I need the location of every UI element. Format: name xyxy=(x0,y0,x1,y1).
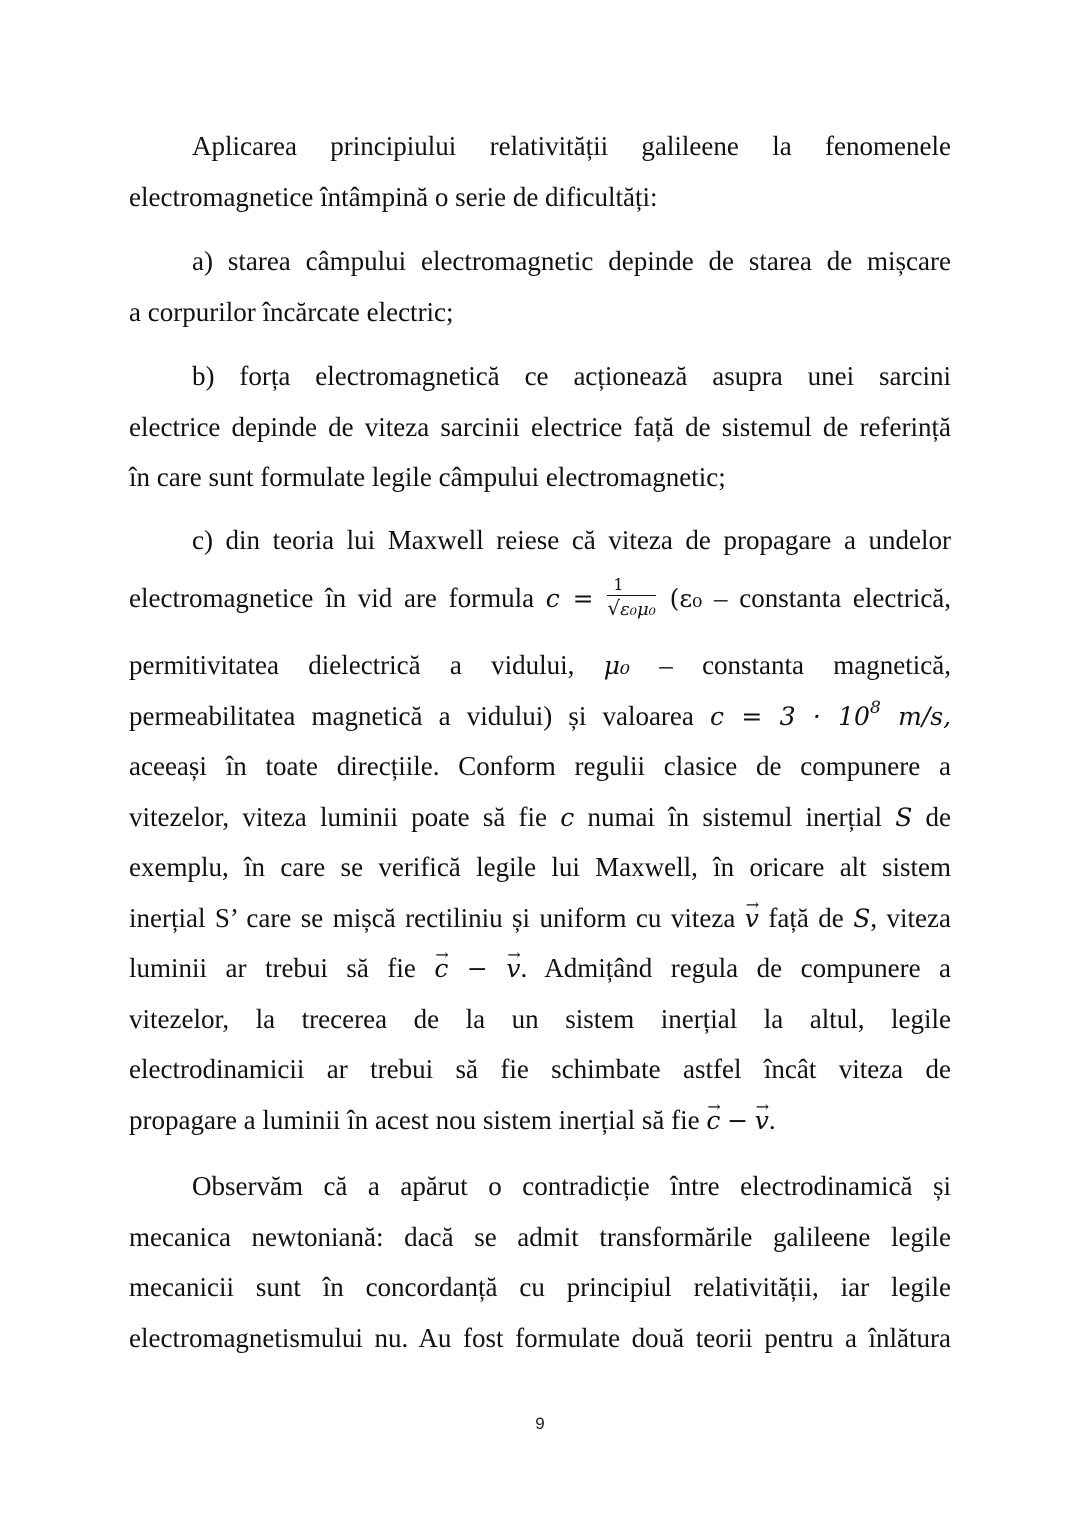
item-c-line-5: aceeași în toate direcțiile. Conform regulii clasice de compunere a xyxy=(129,751,951,781)
fraction-numerator: 1 xyxy=(607,575,656,596)
minus-sign-2: − xyxy=(727,1105,749,1135)
line6-end: de xyxy=(925,801,952,832)
sqrt-icon: √ xyxy=(607,596,621,621)
line3-suffix: – constanta magnetică, xyxy=(659,650,951,680)
conclusion-line-1: Observăm că a apărut o contradicție între electrodinamică și xyxy=(192,1171,951,1201)
vector-v: → v xyxy=(745,894,759,945)
line6-b: numai în sistemul inerțial xyxy=(587,801,882,832)
formula-prefix-text: electromagnetice în vid are formula xyxy=(129,583,535,613)
speed-of-light-fraction xyxy=(607,575,656,622)
speed-value-exponent: 8 xyxy=(869,698,881,719)
symbol-S: S xyxy=(895,802,913,832)
item-c-line-9 xyxy=(129,943,951,994)
item-c-line-4 xyxy=(129,691,951,742)
speed-value xyxy=(710,698,952,731)
item-b-line-2: electrice depinde de viteza sarcinii electrice față de sistemul de referință xyxy=(129,411,951,442)
item-c-line-12 xyxy=(129,1095,951,1146)
minus-sign: − xyxy=(466,954,488,983)
conclusion-line-2: mecanica newtoniană: dacă se admit transformările galileene legile xyxy=(129,1221,951,1252)
speed-value-base: c = 3 · 10 xyxy=(710,701,870,731)
intro-line-1: Aplicarea principiului relativității galileene la fenomenele xyxy=(192,131,951,161)
conclusion-paragraph xyxy=(129,1161,951,1363)
line8-b: față de xyxy=(768,902,844,933)
vector-v-3: → v xyxy=(755,1096,769,1147)
item-c-line-10: vitezelor, la trecerea de la un sistem inerțial la altul, legile xyxy=(129,1003,951,1034)
vector-c: → c xyxy=(434,944,448,995)
line9-a: luminii ar trebui să fie xyxy=(129,953,416,983)
intro-line-2: electromagnetice întâmpină o serie de dificultăți: xyxy=(129,181,658,212)
item-b-paragraph xyxy=(129,351,951,503)
line12-end: . xyxy=(768,1104,776,1135)
item-a-line-2: a corpurilor încărcate electric; xyxy=(129,296,454,327)
formula-suffix-text: – constanta electrică, xyxy=(714,583,952,613)
fraction-denominator-text: ε₀μ₀ xyxy=(620,599,656,621)
vector-c-2: → c xyxy=(706,1096,720,1147)
conclusion-line-3: mecanicii sunt în concordanță cu principiul relativității, iar legile xyxy=(129,1272,951,1302)
formula-c-equals: c = xyxy=(545,584,594,613)
item-c-line-2 xyxy=(129,572,951,632)
line8-a: inerțial S’ care se mișcă rectiliniu și uniform cu viteza xyxy=(129,902,736,933)
fraction-denominator xyxy=(607,596,656,622)
speed-value-unit: m/s, xyxy=(898,701,952,731)
line8-end: , viteza xyxy=(870,902,952,933)
epsilon-zero: (ε₀ xyxy=(669,584,703,613)
intro-paragraph xyxy=(129,121,951,222)
item-a-line-1: a) starea câmpului electromagnetic depinde de starea de mișcare xyxy=(192,246,951,276)
line3-prefix: permitivitatea dielectrică a vidului, xyxy=(129,650,575,680)
item-a-paragraph xyxy=(129,236,951,337)
mu-zero: μ₀ xyxy=(603,651,630,680)
vector-v-2: → v xyxy=(506,944,520,995)
item-c-line-7: exemplu, în care se verifică legile lui Maxwell, în oricare alt sistem xyxy=(129,852,951,882)
item-b-line-3: în care sunt formulate legile câmpului electromagnetic; xyxy=(129,462,726,492)
line9-b: . Admițând regula de compunere a xyxy=(520,953,952,983)
line4-prefix: permeabilitatea magnetică a vidului) și valoarea xyxy=(129,700,694,731)
item-c-body xyxy=(129,640,951,1145)
line6-a: vitezelor, viteza luminii poate să fie xyxy=(129,801,548,832)
item-c-line-1: c) din teoria lui Maxwell reiese că viteza de propagare a undelor xyxy=(192,525,951,555)
item-b-line-1: b) forța electromagnetică ce acționează asupra unei sarcini xyxy=(192,361,951,391)
item-c-formula-line xyxy=(129,572,951,632)
line12-a: propagare a luminii în acest nou sistem inerțial să fie xyxy=(129,1104,700,1135)
item-c-line-3 xyxy=(129,640,951,691)
item-c-line-6 xyxy=(129,792,951,843)
item-c-line-11: electrodinamicii ar trebui să fie schimbate astfel încât viteza de xyxy=(129,1054,951,1084)
symbol-S-2: S xyxy=(853,903,871,933)
item-c-paragraph xyxy=(129,515,951,566)
page-number: 9 xyxy=(535,1414,545,1433)
conclusion-line-4: electromagnetismului nu. Au fost formulate două teorii pentru a înlătura xyxy=(129,1322,951,1353)
item-c-line-8 xyxy=(129,893,951,944)
symbol-c: c xyxy=(560,802,575,832)
